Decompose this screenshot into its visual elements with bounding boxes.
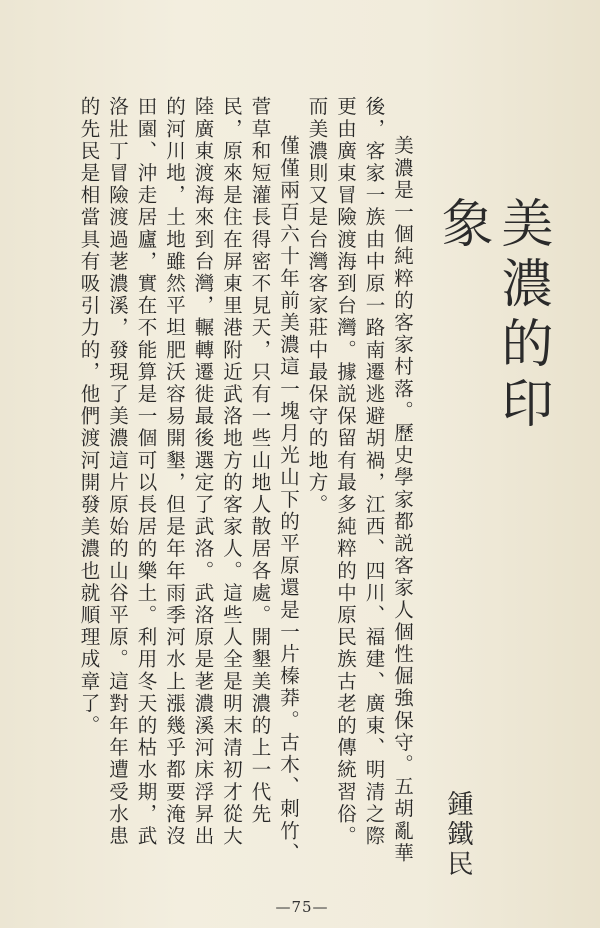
paragraph-1: 美濃是一個純粹的客家村落。歷史學家都説客家人個性倔強保守。五胡亂華後，客家一族由中原一路南遷逃避胡禍，江西、四川、福建、廣東、明清之際更由廣東冒險渡海到台灣。據説保留有最多純粹的中原民族古老的傳統習俗。而美濃則又是台灣客家莊中最保守的地方。 — [305, 96, 414, 865]
article-title: 美濃的印象 — [432, 196, 552, 436]
page-number: —75— — [275, 898, 329, 916]
article-author: 鍾鐵民 — [443, 790, 473, 880]
article-body — [28, 96, 416, 866]
paragraph-2: 僅僅兩百六十年前美濃這一塊月光山下的平原還是一片榛莽。古木、刺竹、菅草和短灌長得密不見天，只有一些山地人散居各處。開墾美濃的上一代先民，原來是住在屏東里港附近武洛地方的客家人。這些人全是明末清初才從大陸廣東渡海來到台灣，輾轉遷徙最後選定了武洛。武洛原是荖濃溪河床浮昇出的河川地，土地雖然平坦肥沃容易開墾，但是年年雨季河水上漲幾乎都要淹沒田園、沖走居廬，實在不能算是一個可以長居的樂土。利用冬天的枯水期，武洛壯丁冒險渡過荖濃溪，發現了美濃這片原始的山谷平原。這對年年遭受水患的先民是相當具有吸引力的，他們渡河開發美濃也就順理成章了。 — [77, 96, 300, 865]
